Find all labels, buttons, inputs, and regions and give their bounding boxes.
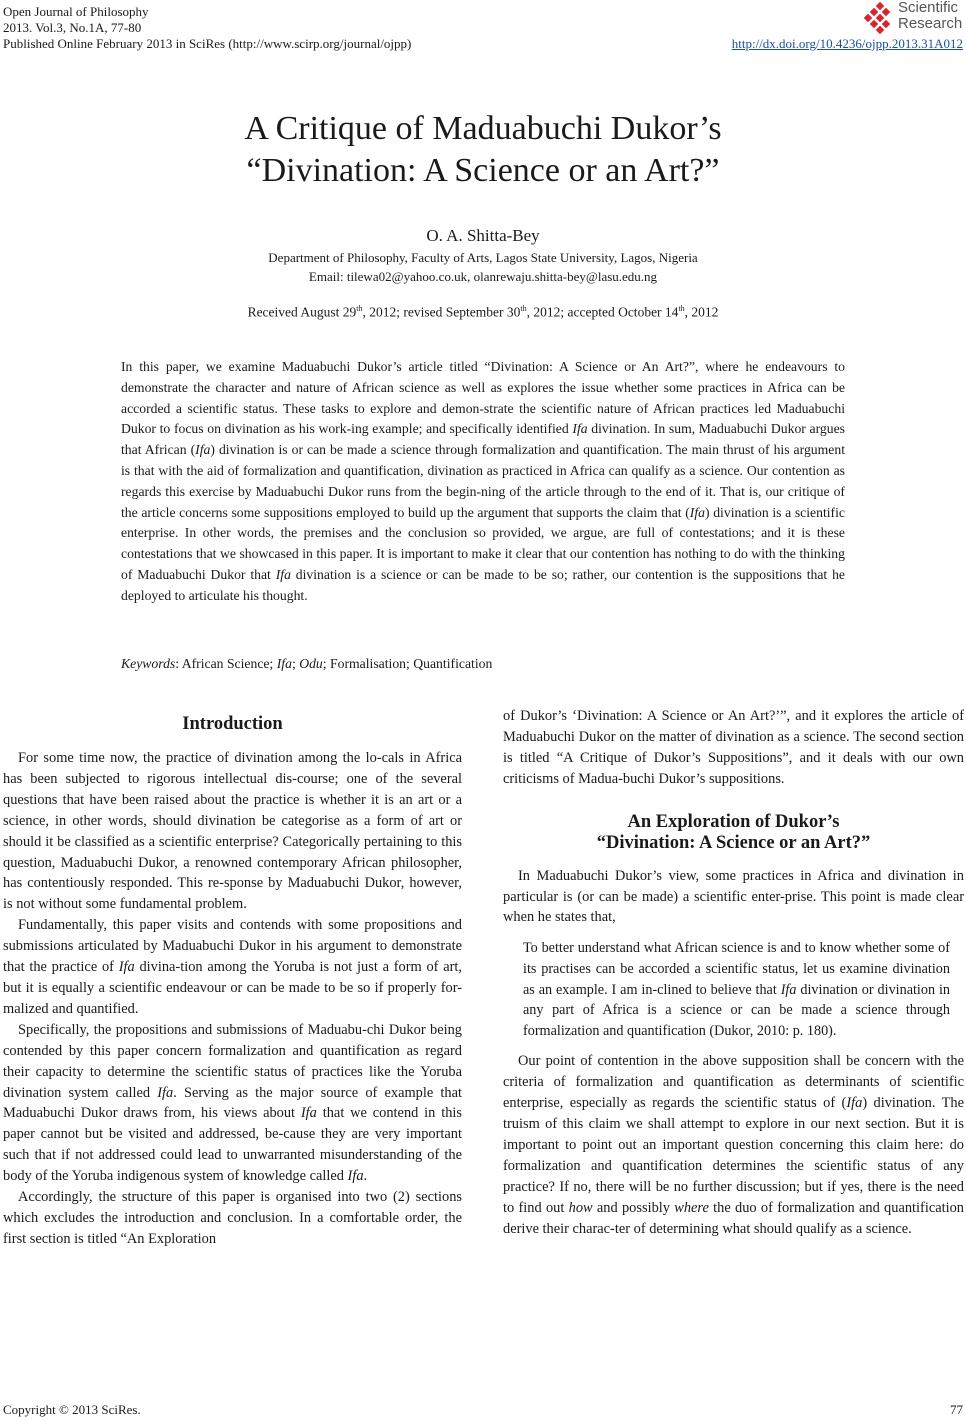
italic-term: Ifa — [275, 566, 291, 582]
journal-name: Open Journal of Philosophy — [3, 4, 149, 19]
quote-text: To better understand what African science is and to know whether some of its practises can be accorded a scientific status, let us examine divination as an example. I am in-clined to believe that — [523, 940, 950, 998]
journal-published: Published Online February 2013 in SciRes (http://www.scirp.org/journal/ojpp) — [3, 36, 412, 51]
paragraph: of Dukor’s ‘Divination: A Science or An Art?’”, and it explores the article of Maduabuchi Dukor on the matter of divination as a science. The second section is titled “A Critique of Dukor’s Suppositions”, and it deals with our own criticisms of Madua-buchi Dukor’s suppositions. — [503, 708, 964, 787]
scientific-research-logo — [864, 0, 964, 36]
logo-line2: Research — [898, 15, 963, 32]
page-footer — [3, 1402, 963, 1418]
logo-line1: Scientific — [898, 0, 959, 16]
abstract-text: divination. In sum, Maduabuchi Dukor argues that African ( — [121, 421, 845, 458]
italic-term: Ifa — [300, 1105, 317, 1122]
paragraph-text: . Serving as the major source of example that Maduabuchi Dukor draws from, his views about — [3, 1084, 462, 1122]
paragraph — [503, 1051, 964, 1239]
abstract-text: ) divination is a scientific enterprise. In other words, the premises and the conclusion so provided, we argue, are full of contestations; and it is these contestations that we showcased in this paper. It is important to make it clear that our contention has nothing to do with the thinking of Maduabuchi Dukor that — [121, 504, 845, 582]
paragraph: Accordingly, the structure of this paper is organised into two (2) sections which excludes the introduction and conclusion. In a comfortable order, the first section is titled “An Exploration — [3, 1189, 462, 1247]
title-line1: A Critique of Maduabuchi Dukor’s — [244, 110, 722, 147]
italic-term: Ifa — [689, 504, 706, 520]
keywords — [121, 656, 845, 672]
abstract-text: ) divination is or can be made a science through formalization and quantification. The main thrust of his argument is that with the aid of formalization and quantification, divination as practiced in Africa can qualify as a science. Our contention as regards this exercise by Maduabuchi Dukor runs from the begin-ning of the article through to the end of it. That is, our critique of the article concerns some suppositions employed to build up the argument that supports the claim that ( — [121, 442, 846, 520]
keyword-text: ; Formalisation; Quantification — [322, 656, 493, 671]
title-line2: “Divination: A Science or an Art?” — [246, 152, 720, 189]
logo-diamond-icon — [864, 2, 896, 34]
italic-term: Ifa — [780, 981, 797, 998]
italic-term: Ifa — [195, 442, 211, 458]
left-column — [3, 706, 462, 1250]
right-column — [503, 706, 964, 1239]
italic-term: how — [568, 1199, 593, 1216]
quote-text: divination or divination in any part of Africa is a science or can be made a science through formalization and quantification (Dukor, 2010: p. 180). — [523, 981, 950, 1039]
keywords-label: Keywords — [121, 656, 176, 671]
keyword-text: ; — [291, 656, 300, 671]
journal-volume: 2013. Vol.3, No.1A, 77-80 — [3, 20, 142, 35]
paragraph-text: the duo of formalization and quantification derive their charac-ter of determining what should qualify as a science. — [503, 1199, 964, 1237]
paragraph-text: ) divination. The truism of this claim we shall attempt to explore in our next section. But it is important to point out an important question concerning this claim here: do formalization and quantification determines the scientific status of any practice? If no, there will be no further discussion; but if yes, there is the need to find out — [503, 1095, 964, 1216]
copyright: Copyright © 2013 SciRes. — [3, 1402, 141, 1417]
logo-text — [898, 0, 962, 32]
paragraph-text: divina-tion among the Yoruba is not just a form of art, but it is equally a scientific endeavour or can be made to be so if properly for-malized and quantified. — [3, 959, 462, 1017]
heading-line1: An Exploration of Dukor’s — [627, 811, 840, 832]
paper-title — [0, 108, 966, 192]
italic-term: Odu — [299, 656, 323, 671]
italic-term: Ifa — [157, 1084, 174, 1101]
received-dates — [0, 304, 966, 321]
abstract-text: In this paper, we examine Maduabuchi Dukor’s article titled “Divination: A Science or An Art?”, where he endeavours to demonstrate the character and nature of African science as well as explores the issue whether some practices in Africa can be accorded a scientific status. These tasks to explore and demon-strate the scientific nature of African practices led Maduabuchi Dukor to focus on divination as his work-ing example; and specifically identified — [121, 359, 845, 437]
journal-header — [3, 4, 963, 52]
paragraph-text: and possibly — [592, 1199, 675, 1216]
received-text: Received August 29 — [247, 304, 357, 320]
paragraph-text: Our point of contention in the above supposition shall be concern with the criteria of formalization and quantification as determinants of scientific enterprise, especially as regards the scientific status of ( — [503, 1053, 964, 1112]
block-quote — [523, 938, 950, 1041]
page-number: 77 — [950, 1402, 963, 1417]
italic-term: Ifa — [276, 656, 292, 671]
keyword-text: : African Science; — [175, 656, 277, 671]
abstract-text: divination is a science or can be made to be so; rather, our contention is the suppositions that he deployed to articulate his thought. — [121, 566, 845, 603]
paragraph — [3, 1020, 462, 1187]
email: Email: tilewa02@yahoo.co.uk, olanrewaju.shitta-bey@lasu.edu.ng — [308, 269, 658, 284]
paragraph-text: Specifically, the propositions and submissions of Maduabu-chi Dukor being contended by this paper concern formalization and quantification as regard their capacity to determine the scientific status of practices like the Yoruba divination system called — [3, 1021, 462, 1101]
author-name: O. A. Shitta-Bey — [426, 226, 540, 245]
abstract — [121, 357, 845, 607]
italic-term: Ifa — [572, 421, 588, 437]
italic-term: Ifa — [846, 1095, 863, 1112]
section-heading-exploration — [503, 812, 964, 854]
paragraph: For some time now, the practice of divination among the lo-cals in Africa has been subjected to rigorous intellectual dis-course; one of the several questions that have been raised about the practice is whether it is an art or a science, in other words, should divination be categorise as a form of art or should it be classified as a scientific enterprise? Categorically pertaining to this question, Maduabuchi Dukor, a renowned contemporary African philosopher, has contentiously responded. This re-sponse by Maduabuchi Dukor, however, is not without some fundamental problem. — [3, 750, 462, 913]
ordinal-suffix: th — [520, 304, 527, 313]
paragraph-text: Fundamentally, this paper visits and contends with some propositions and submissions articulated by Maduabuchi Dukor in his argument to demonstrate that the practice of — [3, 917, 462, 976]
italic-term: Ifa — [118, 959, 135, 976]
italic-term: Ifa — [347, 1168, 364, 1185]
section-heading-introduction: Introduction — [182, 714, 283, 734]
ordinal-suffix: th — [356, 304, 363, 313]
affiliation-block — [0, 248, 966, 286]
ordinal-suffix: th — [678, 304, 685, 313]
doi-link[interactable]: http://dx.doi.org/10.4236/ojpp.2013.31A012 — [731, 36, 963, 51]
paragraph — [3, 915, 462, 1020]
paragraph-text: that we contend in this paper cannot but be visited and addressed, be-cause they are very important such that if not addressed could lead to unwarranted misunderstanding of the body of the Yoruba indigenous system of knowledge called — [3, 1105, 463, 1185]
paragraph: In Maduabuchi Dukor’s view, some practices in Africa and divination in particular is (or can be made) a scientific enter-prise. This point is made clear when he states that, — [503, 867, 964, 926]
heading-line2: “Divination: A Science or an Art?” — [596, 832, 871, 853]
affiliation: Department of Philosophy, Faculty of Arts, Lagos State University, Lagos, Nigeria — [268, 250, 698, 265]
year-text: , 2012 — [684, 304, 719, 320]
paragraph-text: . — [363, 1168, 368, 1185]
revised-text: , 2012; revised September 30 — [362, 304, 521, 320]
accepted-text: , 2012; accepted October 14 — [526, 304, 679, 320]
italic-term: where — [674, 1199, 709, 1216]
